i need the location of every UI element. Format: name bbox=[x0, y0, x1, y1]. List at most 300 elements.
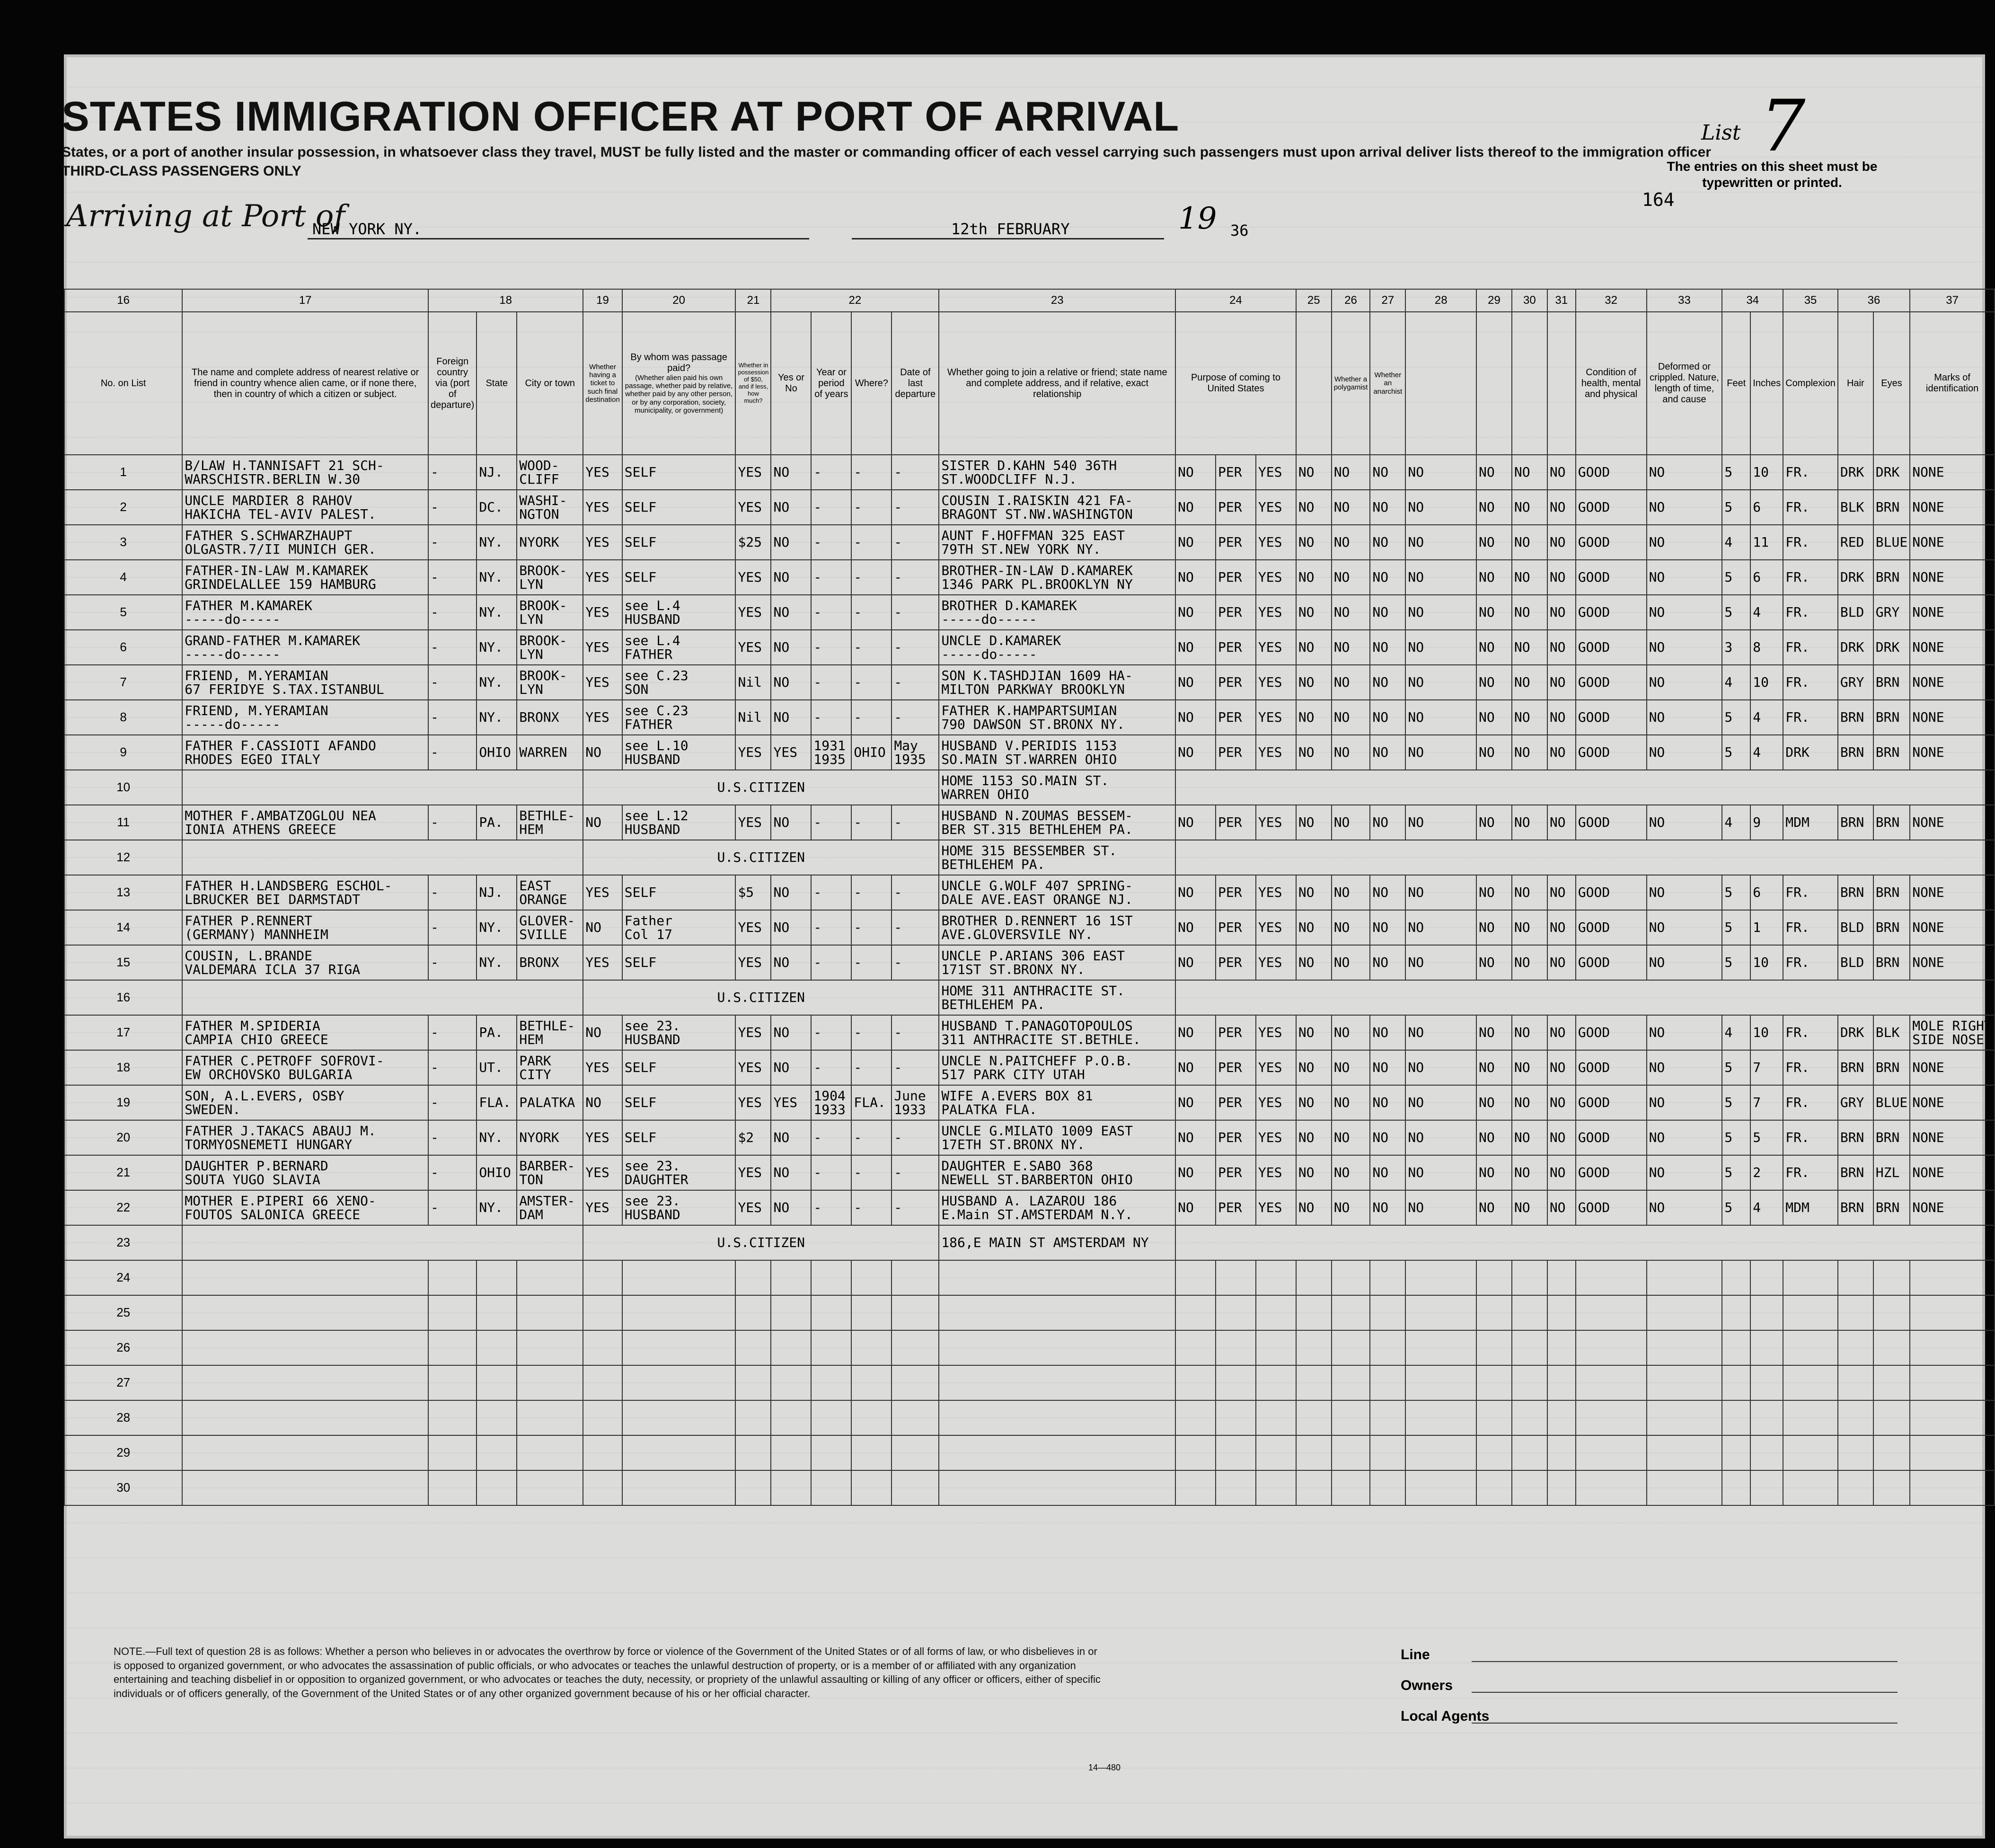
cell-c24a bbox=[1175, 1400, 1216, 1435]
cell-ticket: NO bbox=[583, 1015, 622, 1050]
arriving-label: Arriving at Port of bbox=[66, 199, 345, 234]
cell-c27: NO bbox=[1370, 490, 1405, 525]
cell-relative bbox=[182, 1295, 428, 1330]
cell-c26: NO bbox=[1332, 1050, 1370, 1085]
cell-health: GOOD bbox=[1576, 875, 1647, 910]
cell-c25 bbox=[1296, 1400, 1332, 1435]
cell-c25: NO bbox=[1296, 1155, 1332, 1190]
cell-c24c: YES bbox=[1256, 945, 1296, 980]
column-number: 33 bbox=[1647, 289, 1722, 312]
cell-where: - bbox=[851, 630, 892, 665]
cell-before: YES bbox=[771, 735, 811, 770]
table-row bbox=[64, 525, 1995, 560]
cell-relative bbox=[182, 1260, 428, 1295]
cell-c27 bbox=[1370, 1435, 1405, 1470]
cell-paid: SELF bbox=[622, 1085, 736, 1120]
cell-c30: NO bbox=[1512, 805, 1547, 840]
cell-c31: NO bbox=[1547, 1015, 1576, 1050]
column-number: 19 bbox=[583, 289, 622, 312]
cell-c24b: PER bbox=[1216, 525, 1256, 560]
cell-before: NO bbox=[771, 525, 811, 560]
cell-health: GOOD bbox=[1576, 665, 1647, 700]
cell-paid: SELF bbox=[622, 525, 736, 560]
cell-where: - bbox=[851, 1190, 892, 1225]
cell-c25: NO bbox=[1296, 665, 1332, 700]
cell-complexion: FR. bbox=[1783, 945, 1838, 980]
cell-c26: NO bbox=[1332, 1085, 1370, 1120]
cell-c24a: NO bbox=[1175, 875, 1216, 910]
row-number: 12 bbox=[64, 840, 182, 875]
cell-hair bbox=[1838, 1260, 1873, 1295]
cell-period: - bbox=[811, 595, 851, 630]
cell-date bbox=[892, 1365, 939, 1400]
cell-date: - bbox=[892, 455, 939, 490]
cell-period: - bbox=[811, 665, 851, 700]
cell-eyes: BRN bbox=[1873, 700, 1910, 735]
cell-c24b: PER bbox=[1216, 1120, 1256, 1155]
cell-foreign: - bbox=[428, 1050, 477, 1085]
cell-pad1 bbox=[182, 840, 583, 875]
cell-hair bbox=[1838, 1365, 1873, 1400]
owners-field[interactable] bbox=[1472, 1692, 1898, 1693]
cell-c24a: NO bbox=[1175, 735, 1216, 770]
table-row bbox=[64, 665, 1995, 700]
cell-relative: UNCLE MARDIER 8 RAHOV HAKICHA TEL-AVIV PALEST. bbox=[182, 490, 428, 525]
cell-c25: NO bbox=[1296, 735, 1332, 770]
cell-feet bbox=[1722, 1470, 1750, 1505]
cell-deformed: NO bbox=[1647, 875, 1722, 910]
cell-c24b: PER bbox=[1216, 595, 1256, 630]
cell-state bbox=[477, 1400, 517, 1435]
cell-city: BROOK- LYN bbox=[517, 665, 583, 700]
cell-c27: NO bbox=[1370, 525, 1405, 560]
row-number: 2 bbox=[64, 490, 182, 525]
cell-where: - bbox=[851, 945, 892, 980]
header-ticket: Whether having a ticket to such final destination bbox=[583, 312, 622, 455]
cell-join: UNCLE N.PAITCHEFF P.O.B. 517 PARK CITY UTAH bbox=[939, 1050, 1175, 1085]
cell-date: - bbox=[892, 525, 939, 560]
cell-eyes: DRK bbox=[1873, 455, 1910, 490]
cell-c24c bbox=[1256, 1435, 1296, 1470]
row-number: 27 bbox=[64, 1365, 182, 1400]
column-number: 23 bbox=[939, 289, 1175, 312]
cell-join: AUNT F.HOFFMAN 325 EAST 79TH ST.NEW YORK NY. bbox=[939, 525, 1175, 560]
agents-field[interactable] bbox=[1472, 1723, 1898, 1724]
cell-c31: NO bbox=[1547, 1190, 1576, 1225]
cell-date: - bbox=[892, 1050, 939, 1085]
cell-join: HUSBAND N.ZOUMAS BESSEM- BER ST.315 BETHLEHEM PA. bbox=[939, 805, 1175, 840]
cell-where bbox=[851, 1330, 892, 1365]
cell-c28: NO bbox=[1405, 700, 1476, 735]
cell-feet: 5 bbox=[1722, 595, 1750, 630]
cell-c29: NO bbox=[1476, 1050, 1512, 1085]
binder-hole bbox=[21, 1124, 46, 1149]
table-row bbox=[64, 945, 1995, 980]
cell-c30 bbox=[1512, 1295, 1547, 1330]
cell-join: HOME 315 BESSEMBER ST. BETHLEHEM PA. bbox=[939, 840, 1175, 875]
cell-c26: NO bbox=[1332, 735, 1370, 770]
cell-c26 bbox=[1332, 1400, 1370, 1435]
cell-paid: SELF bbox=[622, 1050, 736, 1085]
cell-city bbox=[517, 1330, 583, 1365]
cell-c28: NO bbox=[1405, 1050, 1476, 1085]
cell-c30: NO bbox=[1512, 1085, 1547, 1120]
cell-c31: NO bbox=[1547, 525, 1576, 560]
cell-c31: NO bbox=[1547, 490, 1576, 525]
cell-inches: 7 bbox=[1750, 1050, 1783, 1085]
row-number: 5 bbox=[64, 595, 182, 630]
cell-citizen: U.S.CITIZEN bbox=[583, 840, 939, 875]
cell-before: NO bbox=[771, 910, 811, 945]
cell-money: YES bbox=[735, 490, 771, 525]
cell-c30 bbox=[1512, 1435, 1547, 1470]
cell-money bbox=[735, 1330, 771, 1365]
cell-c30: NO bbox=[1512, 945, 1547, 980]
line-field[interactable] bbox=[1472, 1661, 1898, 1662]
row-number: 17 bbox=[64, 1015, 182, 1050]
cell-foreign: - bbox=[428, 630, 477, 665]
cell-c28: NO bbox=[1405, 735, 1476, 770]
cell-eyes: BRN bbox=[1873, 560, 1910, 595]
cell-deformed: NO bbox=[1647, 805, 1722, 840]
cell-inches: 1 bbox=[1750, 910, 1783, 945]
cell-marks: NONE bbox=[1910, 630, 1995, 665]
cell-c24c: YES bbox=[1256, 1085, 1296, 1120]
cell-c28 bbox=[1405, 1295, 1476, 1330]
cell-join: FATHER K.HAMPARTSUMIAN 790 DAWSON ST.BRONX NY. bbox=[939, 700, 1175, 735]
cell-where: - bbox=[851, 1015, 892, 1050]
cell-before: NO bbox=[771, 1050, 811, 1085]
cell-c31: NO bbox=[1547, 735, 1576, 770]
table-row bbox=[64, 840, 1995, 875]
cell-c28 bbox=[1405, 1260, 1476, 1295]
cell-state: NY. bbox=[477, 1120, 517, 1155]
cell-feet: 5 bbox=[1722, 1120, 1750, 1155]
cell-c25: NO bbox=[1296, 1085, 1332, 1120]
cell-complexion: FR. bbox=[1783, 1015, 1838, 1050]
cell-state bbox=[477, 1435, 517, 1470]
cell-inches bbox=[1750, 1295, 1783, 1330]
table-row bbox=[64, 1120, 1995, 1155]
cell-c27 bbox=[1370, 1330, 1405, 1365]
header-state: State bbox=[477, 312, 517, 455]
cell-c24c: YES bbox=[1256, 455, 1296, 490]
cell-c30: NO bbox=[1512, 525, 1547, 560]
cell-ticket: YES bbox=[583, 945, 622, 980]
cell-marks: NONE bbox=[1910, 595, 1995, 630]
cell-c29: NO bbox=[1476, 560, 1512, 595]
cell-foreign: - bbox=[428, 525, 477, 560]
cell-c25 bbox=[1296, 1365, 1332, 1400]
header-passage-paid bbox=[622, 312, 736, 455]
cell-c25: NO bbox=[1296, 595, 1332, 630]
cell-before: NO bbox=[771, 700, 811, 735]
cell-date: - bbox=[892, 700, 939, 735]
cell-c24c bbox=[1256, 1260, 1296, 1295]
cell-c26 bbox=[1332, 1365, 1370, 1400]
table-row bbox=[64, 980, 1995, 1015]
cell-c24c: YES bbox=[1256, 1050, 1296, 1085]
cell-join: BROTHER D.RENNERT 16 1ST AVE.GLOVERSVILE NY. bbox=[939, 910, 1175, 945]
cell-health: GOOD bbox=[1576, 490, 1647, 525]
cell-before: NO bbox=[771, 490, 811, 525]
cell-city: BROOK- LYN bbox=[517, 560, 583, 595]
cell-c30: NO bbox=[1512, 1155, 1547, 1190]
cell-c25: NO bbox=[1296, 1190, 1332, 1225]
column-number: 34 bbox=[1722, 289, 1783, 312]
cell-health bbox=[1576, 1295, 1647, 1330]
cell-c24b: PER bbox=[1216, 560, 1256, 595]
cell-c27 bbox=[1370, 1295, 1405, 1330]
cell-where: - bbox=[851, 560, 892, 595]
cell-health: GOOD bbox=[1576, 455, 1647, 490]
table-row bbox=[64, 1295, 1995, 1330]
cell-city: BARBER- TON bbox=[517, 1155, 583, 1190]
cell-before: NO bbox=[771, 455, 811, 490]
cell-eyes bbox=[1873, 1330, 1910, 1365]
cell-where: OHIO bbox=[851, 735, 892, 770]
cell-money bbox=[735, 1435, 771, 1470]
cell-health bbox=[1576, 1260, 1647, 1295]
cell-c24a: NO bbox=[1175, 1155, 1216, 1190]
cell-where bbox=[851, 1365, 892, 1400]
cell-city: WARREN bbox=[517, 735, 583, 770]
cell-before: NO bbox=[771, 805, 811, 840]
cell-ticket: YES bbox=[583, 1155, 622, 1190]
cell-c28: NO bbox=[1405, 910, 1476, 945]
cell-health: GOOD bbox=[1576, 805, 1647, 840]
cell-foreign: - bbox=[428, 805, 477, 840]
cell-period: - bbox=[811, 490, 851, 525]
cell-period: 1931 1935 bbox=[811, 735, 851, 770]
cell-c30: NO bbox=[1512, 735, 1547, 770]
cell-c29 bbox=[1476, 1435, 1512, 1470]
cell-c28: NO bbox=[1405, 1015, 1476, 1050]
cell-date bbox=[892, 1470, 939, 1505]
agents-label: Local Agents bbox=[1401, 1708, 1490, 1724]
cell-join: BROTHER D.KAMAREK -----do----- bbox=[939, 595, 1175, 630]
cell-paid bbox=[622, 1295, 736, 1330]
cell-c25 bbox=[1296, 1435, 1332, 1470]
cell-city: PARK CITY bbox=[517, 1050, 583, 1085]
cell-ticket: YES bbox=[583, 1190, 622, 1225]
cell-money: YES bbox=[735, 1050, 771, 1085]
cell-c25: NO bbox=[1296, 1120, 1332, 1155]
header-money: Whether in possession of $50, and if less, how much? bbox=[735, 312, 771, 455]
cell-marks: NONE bbox=[1910, 455, 1995, 490]
cell-paid: SELF bbox=[622, 1120, 736, 1155]
table-row bbox=[64, 490, 1995, 525]
cell-complexion bbox=[1783, 1295, 1838, 1330]
cell-ticket bbox=[583, 1295, 622, 1330]
cell-c30: NO bbox=[1512, 1015, 1547, 1050]
table-row bbox=[64, 455, 1995, 490]
cell-c25: NO bbox=[1296, 1015, 1332, 1050]
cell-where: - bbox=[851, 1120, 892, 1155]
cell-before: NO bbox=[771, 1015, 811, 1050]
cell-relative: DAUGHTER P.BERNARD SOUTA YUGO SLAVIA bbox=[182, 1155, 428, 1190]
cell-deformed: NO bbox=[1647, 630, 1722, 665]
cell-deformed: NO bbox=[1647, 1190, 1722, 1225]
cell-ticket bbox=[583, 1260, 622, 1295]
cell-c26: NO bbox=[1332, 490, 1370, 525]
binder-hole bbox=[21, 1441, 46, 1466]
cell-c24c: YES bbox=[1256, 1015, 1296, 1050]
cell-before: NO bbox=[771, 875, 811, 910]
cell-before bbox=[771, 1400, 811, 1435]
cell-inches bbox=[1750, 1400, 1783, 1435]
cell-city: PALATKA bbox=[517, 1085, 583, 1120]
cell-money: YES bbox=[735, 805, 771, 840]
cell-c30: NO bbox=[1512, 595, 1547, 630]
cell-c24a: NO bbox=[1175, 455, 1216, 490]
cell-complexion: FR. bbox=[1783, 630, 1838, 665]
row-number: 19 bbox=[64, 1085, 182, 1120]
binder-hole bbox=[21, 265, 46, 290]
cell-deformed bbox=[1647, 1470, 1722, 1505]
cell-complexion bbox=[1783, 1435, 1838, 1470]
column-number: 30 bbox=[1512, 289, 1547, 312]
cell-hair bbox=[1838, 1470, 1873, 1505]
cell-period: - bbox=[811, 805, 851, 840]
cell-city: WASHI- NGTON bbox=[517, 490, 583, 525]
cell-paid: SELF bbox=[622, 490, 736, 525]
header-city: City or town bbox=[517, 312, 583, 455]
cell-date: - bbox=[892, 910, 939, 945]
row-number: 28 bbox=[64, 1400, 182, 1435]
cell-paid bbox=[622, 1365, 736, 1400]
cell-foreign: - bbox=[428, 595, 477, 630]
cell-join: BROTHER-IN-LAW D.KAMAREK 1346 PARK PL.BROOKLYN NY bbox=[939, 560, 1175, 595]
cell-complexion: FR. bbox=[1783, 490, 1838, 525]
cell-complexion bbox=[1783, 1330, 1838, 1365]
cell-c26: NO bbox=[1332, 595, 1370, 630]
cell-c25 bbox=[1296, 1470, 1332, 1505]
cell-c25: NO bbox=[1296, 455, 1332, 490]
cell-marks bbox=[1910, 1260, 1995, 1295]
cell-complexion bbox=[1783, 1365, 1838, 1400]
cell-hair: BRN bbox=[1838, 1120, 1873, 1155]
cell-c29: NO bbox=[1476, 1155, 1512, 1190]
column-number-row bbox=[64, 289, 1995, 312]
cell-state: DC. bbox=[477, 490, 517, 525]
cell-c24c: YES bbox=[1256, 875, 1296, 910]
cell-relative: FATHER H.LANDSBERG ESCHOL- LBRUCKER BEI DARMSTADT bbox=[182, 875, 428, 910]
cell-health bbox=[1576, 1470, 1647, 1505]
cell-join: DAUGHTER E.SABO 368 NEWELL ST.BARBERTON OHIO bbox=[939, 1155, 1175, 1190]
table-row bbox=[64, 595, 1995, 630]
cell-period: - bbox=[811, 945, 851, 980]
cell-eyes: BRN bbox=[1873, 945, 1910, 980]
cell-c27: NO bbox=[1370, 875, 1405, 910]
cell-paid: SELF bbox=[622, 455, 736, 490]
cell-health: GOOD bbox=[1576, 1015, 1647, 1050]
cell-money: YES bbox=[735, 455, 771, 490]
cell-deformed: NO bbox=[1647, 665, 1722, 700]
cell-inches bbox=[1750, 1330, 1783, 1365]
cell-health bbox=[1576, 1400, 1647, 1435]
cell-c25: NO bbox=[1296, 560, 1332, 595]
header-join-relative: Whether going to join a relative or friend; state name and complete address, and if relative, exact relationship bbox=[939, 312, 1175, 455]
cell-hair: BRN bbox=[1838, 875, 1873, 910]
cell-relative: B/LAW H.TANNISAFT 21 SCH- WARSCHISTR.BERLIN W.30 bbox=[182, 455, 428, 490]
column-number: 16 bbox=[64, 289, 182, 312]
cell-inches: 6 bbox=[1750, 560, 1783, 595]
cell-c24b bbox=[1216, 1260, 1256, 1295]
cell-deformed: NO bbox=[1647, 735, 1722, 770]
header-feet: Feet bbox=[1722, 312, 1750, 455]
cell-health bbox=[1576, 1330, 1647, 1365]
cell-foreign: - bbox=[428, 1015, 477, 1050]
year-suffix: 36 bbox=[1230, 221, 1249, 239]
cell-feet bbox=[1722, 1365, 1750, 1400]
cell-date: May 1935 bbox=[892, 735, 939, 770]
cell-period bbox=[811, 1330, 851, 1365]
cell-health: GOOD bbox=[1576, 1190, 1647, 1225]
row-number: 21 bbox=[64, 1155, 182, 1190]
binder-hole bbox=[21, 343, 46, 368]
header-c29 bbox=[1476, 312, 1512, 455]
cell-c24b: PER bbox=[1216, 875, 1256, 910]
header-c31 bbox=[1547, 312, 1576, 455]
header-complexion: Complexion bbox=[1783, 312, 1838, 455]
cell-c24a: NO bbox=[1175, 1015, 1216, 1050]
column-number: 22 bbox=[771, 289, 939, 312]
cell-state: OHIO bbox=[477, 735, 517, 770]
cell-complexion bbox=[1783, 1470, 1838, 1505]
cell-paid bbox=[622, 1260, 736, 1295]
cell-c27: NO bbox=[1370, 665, 1405, 700]
cell-c25: NO bbox=[1296, 875, 1332, 910]
cell-inches: 5 bbox=[1750, 1120, 1783, 1155]
row-number: 22 bbox=[64, 1190, 182, 1225]
cell-paid: see L.4 FATHER bbox=[622, 630, 736, 665]
cell-inches: 6 bbox=[1750, 490, 1783, 525]
header-inches: Inches bbox=[1750, 312, 1783, 455]
cell-pad2 bbox=[1175, 980, 1995, 1015]
cell-c26: NO bbox=[1332, 525, 1370, 560]
table-row bbox=[64, 700, 1995, 735]
cell-citizen: U.S.CITIZEN bbox=[583, 1225, 939, 1260]
cell-state: PA. bbox=[477, 1015, 517, 1050]
binder-hole bbox=[21, 1536, 46, 1560]
cell-period bbox=[811, 1365, 851, 1400]
cell-c24b: PER bbox=[1216, 665, 1256, 700]
cell-c24c: YES bbox=[1256, 560, 1296, 595]
cell-c27: NO bbox=[1370, 1190, 1405, 1225]
cell-citizen: U.S.CITIZEN bbox=[583, 980, 939, 1015]
cell-c26: NO bbox=[1332, 630, 1370, 665]
cell-hair: BRN bbox=[1838, 1155, 1873, 1190]
cell-complexion: MDM bbox=[1783, 805, 1838, 840]
cell-c25 bbox=[1296, 1260, 1332, 1295]
cell-where: - bbox=[851, 595, 892, 630]
cell-c24b bbox=[1216, 1400, 1256, 1435]
cell-c24c: YES bbox=[1256, 1190, 1296, 1225]
cell-city: BROOK- LYN bbox=[517, 595, 583, 630]
cell-deformed: NO bbox=[1647, 1050, 1722, 1085]
cell-c30 bbox=[1512, 1400, 1547, 1435]
cell-feet bbox=[1722, 1330, 1750, 1365]
cell-eyes: HZL bbox=[1873, 1155, 1910, 1190]
header-deformed: Deformed or crippled. Nature, length of time, and cause bbox=[1647, 312, 1722, 455]
cell-health: GOOD bbox=[1576, 560, 1647, 595]
cell-city: BETHLE- HEM bbox=[517, 1015, 583, 1050]
cell-c24a: NO bbox=[1175, 1120, 1216, 1155]
table-row bbox=[64, 630, 1995, 665]
cell-foreign: - bbox=[428, 665, 477, 700]
cell-c29 bbox=[1476, 1330, 1512, 1365]
